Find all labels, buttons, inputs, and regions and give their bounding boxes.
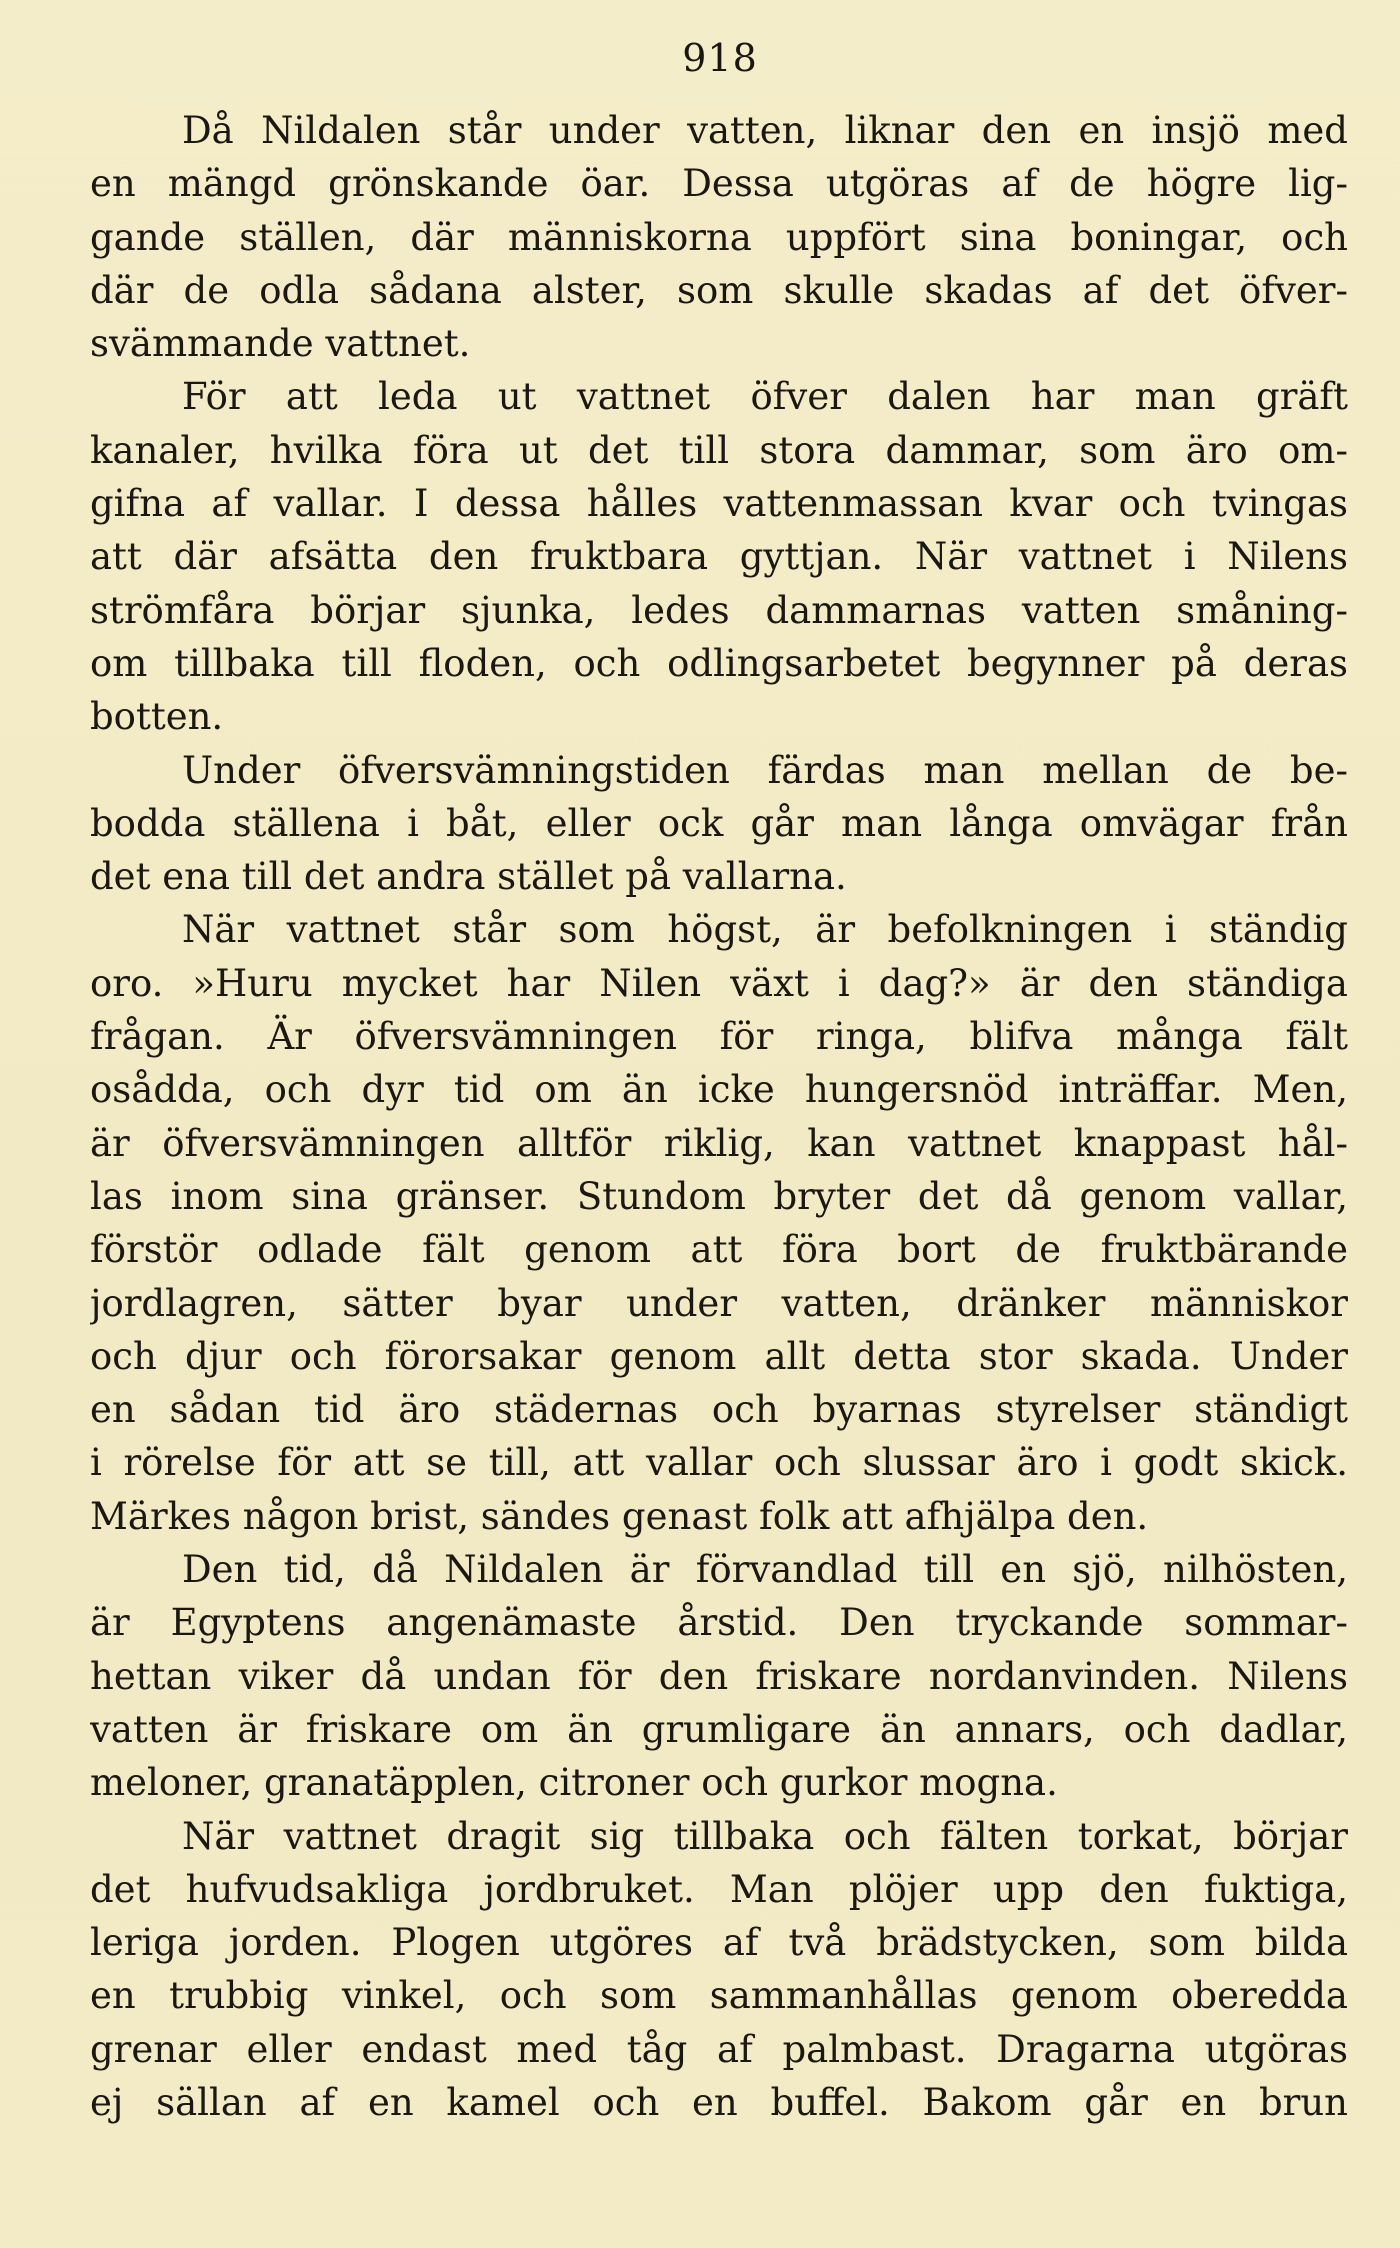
body-text xyxy=(90,104,1348,2129)
text-line: För att leda ut vattnet öfver dalen har man gräft xyxy=(182,375,1348,419)
paragraph xyxy=(90,744,1348,904)
text-line: det hufvudsakliga jordbruket. Man plöjer upp den fuktiga, xyxy=(90,1867,1348,1911)
text-line: svämmande vattnet. xyxy=(90,322,471,366)
text-line: botten. xyxy=(90,695,224,739)
text-line: en sådan tid äro städernas och byarnas styrelser ständigt xyxy=(90,1388,1348,1432)
paragraph xyxy=(90,370,1348,743)
text-line: är Egyptens angenämaste årstid. Den tryckande sommar- xyxy=(90,1601,1348,1645)
text-line: Under öfversvämningstiden färdas man mellan de be- xyxy=(182,748,1348,792)
text-line: frågan. Är öfversvämningen för ringa, blifva många fält xyxy=(90,1015,1348,1059)
text-line: i rörelse för att se till, att vallar och slussar äro i godt skick. xyxy=(90,1441,1348,1485)
text-line: osådda, och dyr tid om än icke hungersnöd inträffar. Men, xyxy=(90,1068,1348,1112)
text-line: en trubbig vinkel, och som sammanhållas genom oberedda xyxy=(90,1974,1348,2018)
text-line: och djur och förorsakar genom allt detta stor skada. Under xyxy=(90,1334,1348,1378)
text-line: en mängd grönskande öar. Dessa utgöras af de högre lig- xyxy=(90,162,1348,206)
text-line: När vattnet står som högst, är befolkningen i ständig xyxy=(182,908,1348,952)
paragraph xyxy=(90,1543,1348,1809)
text-line: att där afsätta den fruktbara gyttjan. När vattnet i Nilens xyxy=(90,535,1348,579)
text-line: gande ställen, där människorna uppfört sina boningar, och xyxy=(90,215,1348,259)
text-line: vatten är friskare om än grumligare än annars, och dadlar, xyxy=(90,1707,1348,1751)
text-line: om tillbaka till floden, och odlingsarbetet begynner på deras xyxy=(90,641,1348,685)
text-line: las inom sina gränser. Stundom bryter det då genom vallar, xyxy=(90,1174,1348,1218)
text-line: När vattnet dragit sig tillbaka och fälten torkat, börjar xyxy=(182,1814,1348,1858)
paragraph xyxy=(90,903,1348,1543)
text-line: leriga jorden. Plogen utgöres af två brädstycken, som bilda xyxy=(90,1921,1348,1965)
paragraph xyxy=(90,104,1348,370)
text-line: Den tid, då Nildalen är förvandlad till en sjö, nilhösten, xyxy=(182,1548,1348,1592)
paragraph xyxy=(90,1810,1348,2130)
text-line: förstör odlade fält genom att föra bort de fruktbärande xyxy=(90,1228,1348,1272)
text-line: grenar eller endast med tåg af palmbast. Dragarna utgöras xyxy=(90,2027,1348,2071)
text-line: är öfversvämningen alltför riklig, kan vattnet knappast hål- xyxy=(90,1121,1348,1165)
text-line: hettan viker då undan för den friskare nordanvinden. Nilens xyxy=(90,1654,1348,1698)
text-line: strömfåra börjar sjunka, ledes dammarnas vatten småning- xyxy=(90,588,1348,632)
text-line: ej sällan af en kamel och en buffel. Bakom går en brun xyxy=(90,2080,1348,2124)
text-line: gifna af vallar. I dessa hålles vattenmassan kvar och tvingas xyxy=(90,482,1348,526)
page-number: 918 xyxy=(682,36,758,80)
text-line: jordlagren, sätter byar under vatten, dränker människor xyxy=(90,1281,1348,1325)
text-line: kanaler, hvilka föra ut det till stora dammar, som äro om- xyxy=(90,428,1348,472)
text-line: bodda ställena i båt, eller ock går man långa omvägar från xyxy=(90,801,1348,845)
text-line: det ena till det andra stället på vallarna. xyxy=(90,855,847,899)
text-line: Då Nildalen står under vatten, liknar den en insjö med xyxy=(182,109,1348,152)
text-line: meloner, granatäpplen, citroner och gurkor mogna. xyxy=(90,1761,1058,1805)
text-line: oro. »Huru mycket har Nilen växt i dag?» är den ständiga xyxy=(90,961,1348,1005)
text-line: där de odla sådana alster, som skulle skadas af det öfver- xyxy=(90,268,1348,312)
text-line: Märkes någon brist, sändes genast folk att afhjälpa den. xyxy=(90,1494,1149,1538)
